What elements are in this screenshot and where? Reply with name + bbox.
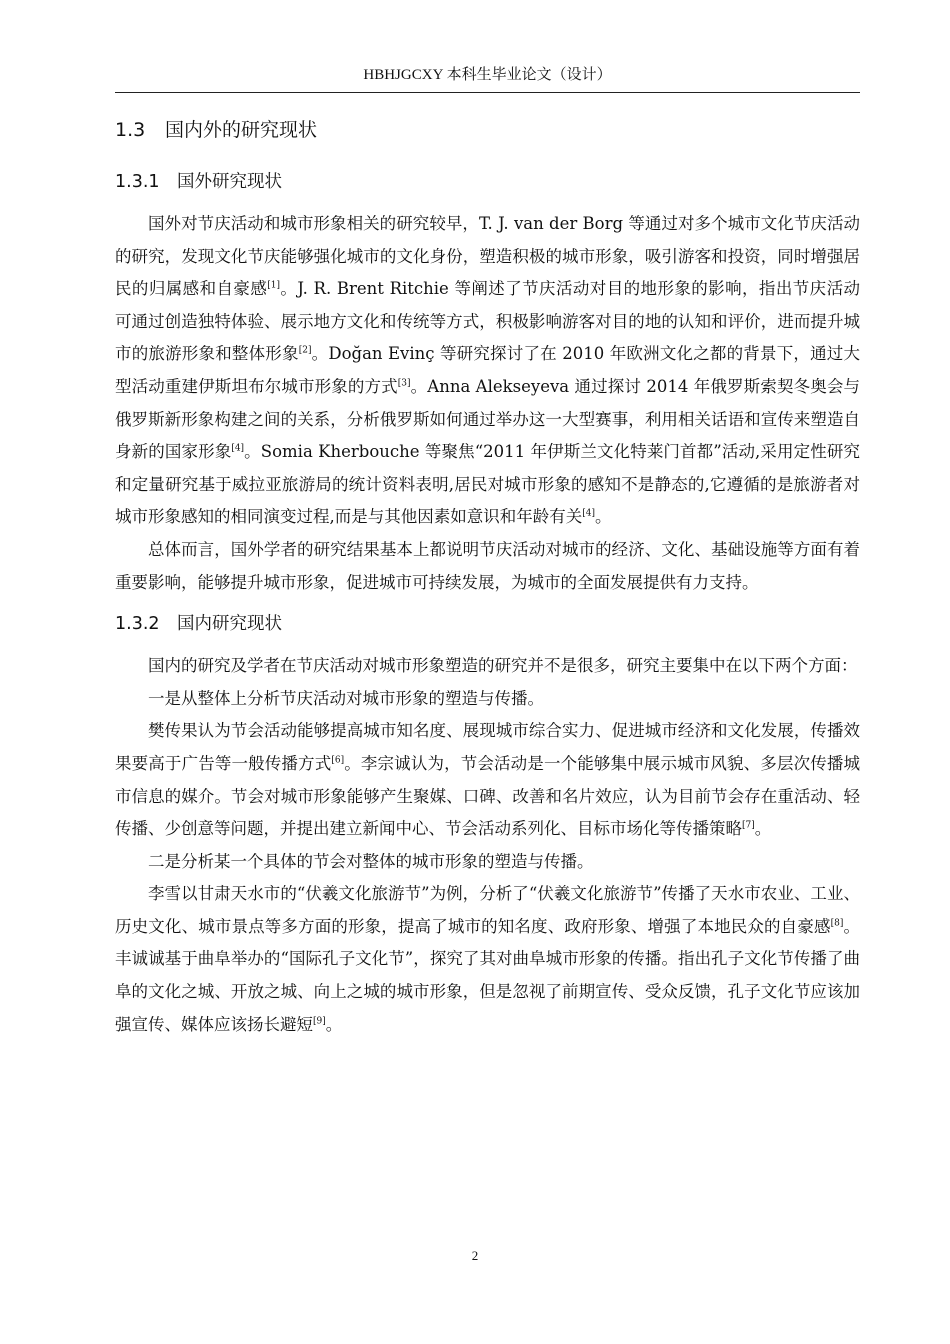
text-run: 樊传果认为节会活动能够提高城市知名度、展现城市综合实力、促进城市经济和文化发展，传播效果要高于广告等一般传播方式: [115, 721, 860, 773]
text-run: 国外对节庆活动和城市形象相关的研究较早，T. J. van der Borg 等通过对多个城市文化节庆活动的研究，发现文化节庆能够强化城市的文化身份，塑造积极的城市形象，吸引游客和投资，同时增强居民的归属感和自豪感: [115, 214, 860, 299]
page-content: [115, 115, 860, 1041]
section-heading-1-3-1: [115, 167, 860, 197]
text-run: 。: [754, 819, 772, 839]
text-run: 。Somia Kherbouche 等聚焦“2011 年伊斯兰文化特莱门首都”活动,采用定性研究和定量研究基于威拉亚旅游局的统计资料表明,居民对城市形象的感知不是静态的,它遵循的是旅游者对城市形象感知的相同演变过程,而是与其他因素如意识和年龄有关: [115, 442, 860, 527]
citation: [3]: [397, 378, 411, 389]
text-run: 。李宗诚认为，节会活动是一个能够集中展示城市风貌、多层次传播城市信息的媒介。节会对城市形象能够产生聚媒、口碑、改善和名片效应，认为目前节会存在重活动、轻传播、少创意等问题，并提出建立新闻中心、节会活动系列化、目标市场化等传播策略: [115, 753, 861, 839]
citation: [7]: [742, 820, 755, 831]
section-number: 1.3: [115, 119, 146, 141]
citation: [1]: [267, 280, 280, 291]
text-run: 。: [595, 507, 612, 527]
header-rule: [115, 92, 860, 93]
paragraph-domestic-point-1: 一是从整体上分析节庆活动对城市形象的塑造与传播。: [148, 688, 544, 708]
text-run: 。: [325, 1014, 343, 1034]
paragraph-foreign-research: [115, 208, 860, 534]
paragraph-foreign-summary: 总体而言，国外学者的研究结果基本上都说明节庆活动对城市的经济、文化、基础设施等方面有着重要影响，能够提升城市形象，促进城市可持续发展，为城市的全面发展提供有力支持。: [115, 539, 860, 592]
section-title: 国外研究现状: [177, 172, 282, 192]
citation: [4]: [582, 508, 595, 519]
citation: [2]: [298, 345, 312, 356]
section-heading-1-3-2: [115, 609, 860, 639]
paragraph-domestic-point-2: 二是分析某一个具体的节会对整体的城市形象的塑造与传播。: [148, 851, 594, 871]
section-heading-1-3: [115, 115, 860, 145]
citation: [8]: [830, 918, 844, 929]
section-number: 1.3.2: [115, 614, 160, 635]
paragraph-domestic-intro: 国内的研究及学者在节庆活动对城市形象塑造的研究并不是很多，研究主要集中在以下两个方面：: [148, 656, 858, 676]
section-title: 国内研究现状: [177, 614, 282, 635]
citation: [6]: [331, 755, 345, 766]
paragraph-domestic-specific: [115, 878, 860, 1041]
section-title: 国内外的研究现状: [165, 119, 318, 141]
text-run: 。Doğan Evinç 等研究探讨了在 2010 年欧洲文化之都的背景下，通过大型活动重建伊斯坦布尔城市形象的方式: [115, 344, 861, 396]
page-number: 2: [471, 1248, 479, 1263]
text-run: 。J. R. Brent Ritchie 等阐述了节庆活动对目的地形象的影响，指出节庆活动可通过创造独特体验、展示地方文化和传统等方式，积极影响游客对目的地的认知和评价，进而提升城市的旅游形象和整体形象: [115, 279, 860, 364]
citation: [9]: [313, 1016, 326, 1027]
paragraph-domestic-overall: [115, 715, 860, 845]
running-header: HBHJGCXY 本科生毕业论文（设计）: [363, 67, 612, 83]
section-number: 1.3.1: [115, 172, 160, 192]
text-run: 李雪以甘肃天水市的“伏羲文化旅游节”为例，分析了“伏羲文化旅游节”传播了天水市农业、工业、历史文化、城市景点等多方面的形象，提高了城市的知名度、政府形象、增强了本地民众的自豪感: [115, 884, 860, 936]
citation: [4]: [231, 443, 245, 454]
text-run: 。丰诚诚基于曲阜举办的“国际孔子文化节”，探究了其对曲阜城市形象的传播。指出孔子文化节传播了曲阜的文化之城、开放之城、向上之城的城市形象，但是忽视了前期宣传、受众反馈，孔子文化节应该加强宣传、媒体应该扬长避短: [115, 916, 861, 1034]
text-run: 。Anna Alekseyeva 通过探讨 2014 年俄罗斯索契冬奥会与俄罗斯新形象构建之间的关系，分析俄罗斯如何通过举办这一大型赛事，利用相关话语和宣传来塑造自身新的国家形象: [115, 376, 860, 462]
